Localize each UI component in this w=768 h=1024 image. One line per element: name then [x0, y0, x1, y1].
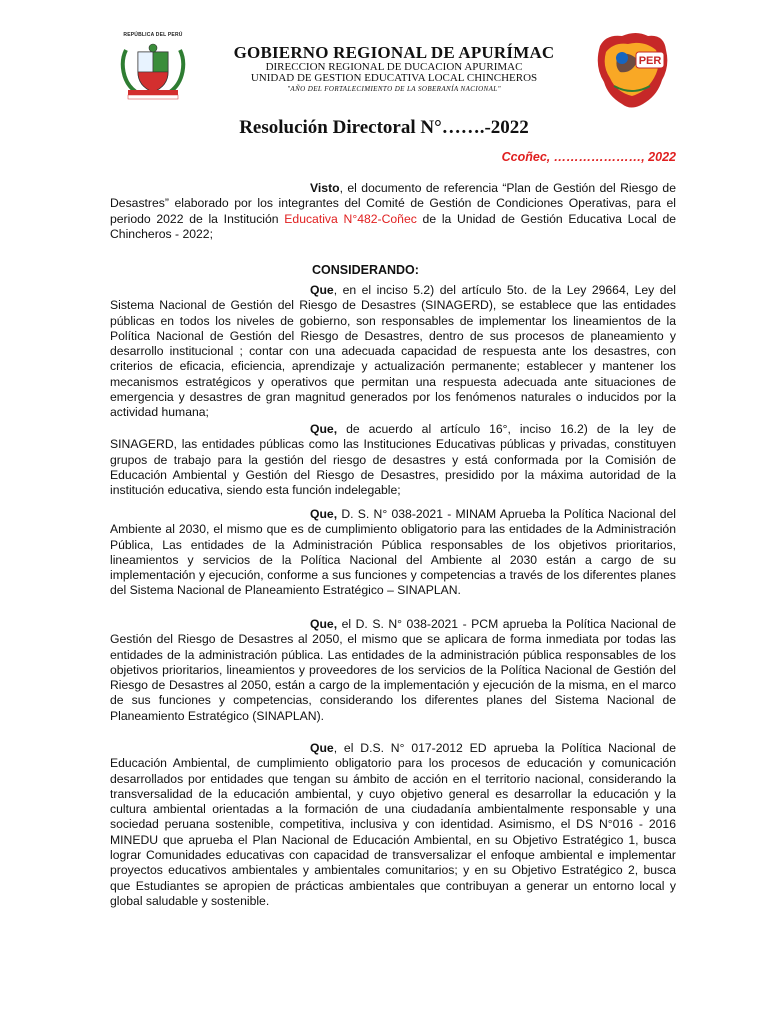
direction-name: DIRECCION REGIONAL DE DUCACION APURIMAC [265, 61, 523, 73]
considerando-paragraph [110, 422, 676, 498]
considerando-paragraph [110, 507, 676, 599]
considerando-paragraph [110, 617, 676, 724]
considerando-paragraph [110, 741, 676, 909]
paragraph-lead: Que [310, 741, 334, 755]
crest-caption: REPÚBLICA DEL PERÚ [123, 32, 183, 38]
visto-text-a: , el documento de referencia “Plan de Gestión del Riesgo de Desastres” elaborado por los integrantes del Comité de Gestión de Condiciones Operativas, para el periodo 2022 de la Institución [110, 181, 676, 226]
year-motto: "AÑO DEL FORTALECIMIENTO DE LA SOBERANÍA NACIONAL" [287, 85, 501, 93]
paragraph-lead: Que [310, 283, 334, 297]
per-regional-logo-icon [592, 26, 672, 112]
considerando-paragraph [110, 283, 676, 421]
paragraph-text: , en el inciso 5.2) del artículo 5to. de la Ley 29664, Ley del Sistema Nacional de Gestión del Riesgo de Desastres (SINAGERD), se establece que las entidades públicas en todos los niveles de gobierno, son responsables de implementar los lineamientos de la Política Nacional de Gestión del Riesgo de Desastres, dentro de sus procesos de planeamiento y desarrollo institucional ; contar con una adecuada capacidad de respuesta ante los desastres, con criterios de eficacia, eficiencia, aprendizaje y actualización permanente; establecer y mantener los mecanismos estratégicos y operativos que permitan una respuesta adecuada ante situaciones de emergencia y desastres de gran magnitud generados por los fenómenos naturales o inducidos por la actividad humana; [110, 283, 676, 420]
government-name: GOBIERNO REGIONAL DE APURÍMAC [233, 43, 555, 62]
visto-text-b: de la Unidad de Gestión Educativa Local de Chincheros - 2022; [110, 211, 676, 241]
considerando-heading: CONSIDERANDO: [312, 263, 419, 277]
visto-lead: Visto [310, 181, 340, 195]
paragraph-text: de acuerdo al artículo 16°, inciso 16.2) de la ley de SINAGERD, las entidades públicas como las Instituciones Educativas públicas y privadas, constituyen grupos de trabajo para la gestión del riesgo de desastres y está conformada por la Comisión de Educación Ambiental y Gestión del Riesgo de Desastres, presidido por la máxima autoridad de la institución educativa, siendo esta función indelegable; [110, 422, 676, 498]
resolution-title: Resolución Directoral N°…….-2022 [239, 117, 529, 138]
visto-institution: Educativa N°482-Coñec [284, 211, 417, 226]
per-logo-text: PER [638, 55, 662, 67]
paragraph-lead: Que, [310, 422, 338, 436]
paragraph-lead: Que, [310, 617, 338, 631]
letterhead [200, 44, 588, 94]
paragraph-text: , el D.S. N° 017-2012 ED aprueba la Política Nacional de Educación Ambiental, de cumplimiento obligatorio para los procesos de educación y comunicación desarrollados por entidades que tengan su ámbito de acción en el territorio nacional, considerando la transversalidad de la educación ambiental, y cuyo objetivo general es desarrollar la educación y la cultura ambiental orientadas a la formación de una ciudadanía ambientalmente responsable y una sociedad peruana sostenible, competitiva, inclusiva y con identidad. Asimismo, el DS N°016 - 2016 MINEDU que aprueba el Plan Nacional de Educación Ambiental, en su Objetivo Estratégico 1, busca lograr Comunidades educativas con capacidad de transversalizar el enfoque ambiental e implementar proyectos educativos ambientales y ambientales comunitarios; y en su Objetivo Estratégico 2, busca que Estudiantes se apropien de prácticas ambientales que contribuyan a generar un entorno local y global saludable y sostenible. [110, 741, 676, 908]
place-date: Ccoñec, …………………, 2022 [501, 150, 676, 164]
paragraph-lead: Que, [310, 507, 338, 521]
paragraph-text: el D. S. N° 038-2021 - PCM aprueba la Política Nacional de Gestión del Riesgo de Desastres al 2050, el mismo que se aplicara de forma inmediata por todas las entidades de la administración pública. Las entidades de la administración pública responsables de los objetivos prioritarios, lineamientos y proveedores de los servicios de la Política Nacional de Gestión del Riesgo de Desastres al 2050, están a cargo de la implementación y ejecución de la misma, en el marco de sus funciones y competencias, considerando los diferentes planes del Sistema Nacional de Planeamiento Estratégico (SINAPLAN). [110, 617, 676, 723]
peru-coat-of-arms-icon [116, 32, 190, 104]
visto-paragraph [110, 181, 676, 242]
ugel-name: UNIDAD DE GESTION EDUCATIVA LOCAL CHINCHEROS [250, 72, 538, 84]
paragraph-text: D. S. N° 038-2021 - MINAM Aprueba la Política Nacional del Ambiente al 2030, el mismo que es de cumplimiento obligatorio para las entidades de la Administración Pública, Las entidades de la Administración Pública responsables de los objetivos prioritarios, lineamientos y servicios de la Política Nacional del Ambiente al 2030 están a cargo de su implementación y ejecución, conforme a sus funciones y competencias a través de los diferentes planes del Sistema Nacional de Planeamiento Estratégico – SINAPLAN. [110, 507, 676, 598]
